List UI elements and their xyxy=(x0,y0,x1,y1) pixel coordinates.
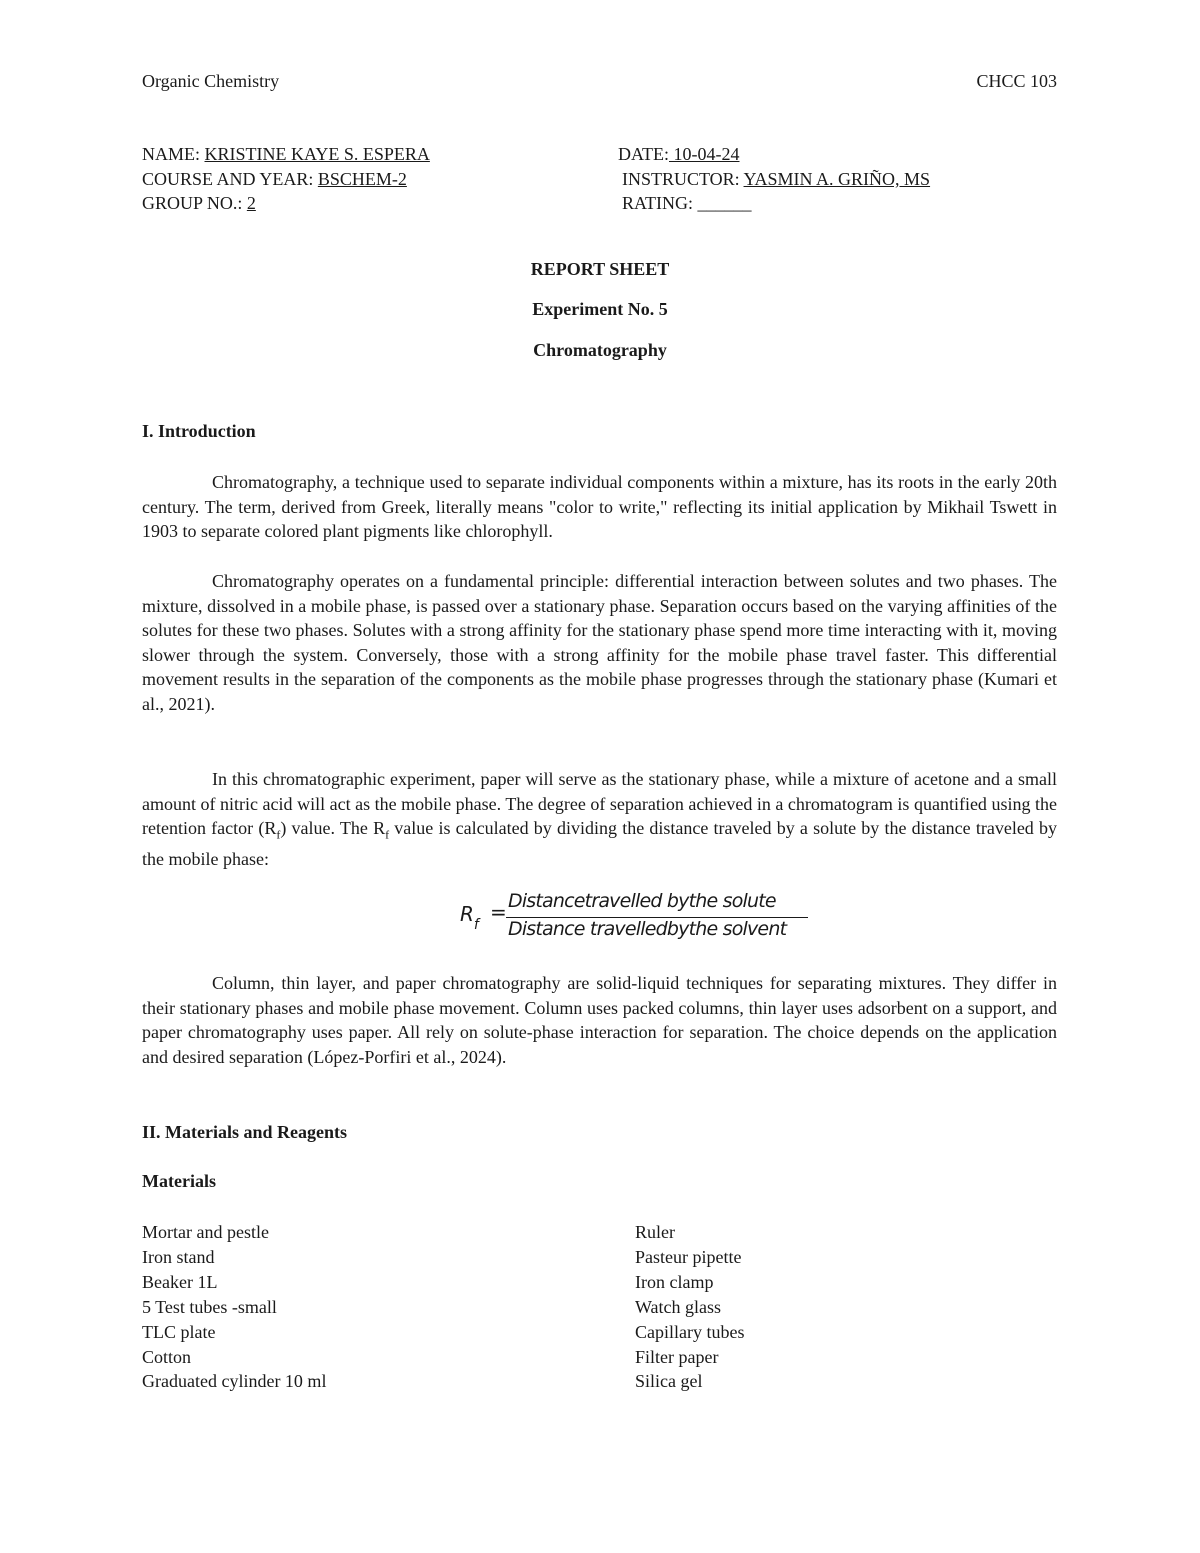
date-value: 10-04-24 xyxy=(669,144,740,164)
list-item: Cotton xyxy=(142,1346,192,1367)
list-item: Silica gel xyxy=(635,1371,703,1392)
list-item: Iron clamp xyxy=(635,1271,714,1292)
header-course-name: Organic Chemistry xyxy=(142,71,280,91)
group-label: GROUP NO.: xyxy=(142,193,247,213)
experiment-title: Experiment No. 5 xyxy=(532,299,668,319)
intro-paragraph-1: Chromatography, a technique used to separate individual components within a mixture, has its roots in the early 20th century. The term, derived from Greek, literally means "color to write," reflecting its initial application by Mikhail Tswett in 1903 to separate colored plant pigments like chlorophyll. xyxy=(142,472,1057,542)
instructor-label: INSTRUCTOR: xyxy=(622,169,744,189)
list-item: Watch glass xyxy=(635,1296,722,1317)
topic-title: Chromatography xyxy=(533,340,667,360)
introduction-heading: I. Introduction xyxy=(142,421,256,441)
group-line xyxy=(142,193,256,214)
p3-text-c: value is calculated by dividing the distance traveled by a solute by the distance traveled by the mobile phase: xyxy=(142,818,1058,870)
instructor-value: YASMIN A. GRIÑO, MS xyxy=(743,169,931,189)
materials-reagents-heading: II. Materials and Reagents xyxy=(142,1122,347,1142)
materials-list-right xyxy=(635,1220,744,1394)
rf-subscript: f xyxy=(473,917,479,933)
rating-line xyxy=(622,193,752,214)
list-item: Mortar and pestle xyxy=(142,1222,269,1242)
list-item: Iron stand xyxy=(142,1246,215,1267)
p3-subscript-2: f xyxy=(385,827,390,842)
instructor-line xyxy=(622,169,930,190)
rating-label: RATING: xyxy=(622,193,698,213)
list-item: 5 Test tubes -small xyxy=(142,1296,277,1317)
name-value: KRISTINE KAYE S. ESPERA xyxy=(204,144,430,164)
name-line xyxy=(142,144,430,165)
list-item: Beaker 1L xyxy=(142,1271,218,1292)
course-value: BSCHEM-2 xyxy=(317,169,407,189)
list-item: Ruler xyxy=(635,1222,675,1242)
header-course-code: CHCC 103 xyxy=(976,71,1057,91)
materials-list-left xyxy=(142,1220,326,1394)
list-item: Pasteur pipette xyxy=(635,1246,742,1267)
course-line xyxy=(142,169,407,190)
list-item: Graduated cylinder 10 ml xyxy=(142,1371,327,1392)
rf-equation xyxy=(460,890,820,950)
intro-paragraph-4: Column, thin layer, and paper chromatography are solid-liquid techniques for separating mixtures. They differ in their stationary phases and mobile phase movement. Column uses packed columns, thin layer uses adsorbent on a support, and paper chromatography uses paper. All rely on solute-phase interaction for separation. The choice depends on the application and desired separation (López-Porfiri et al., 2024). xyxy=(142,973,1057,1067)
p3-subscript-1: f xyxy=(276,827,281,842)
report-title: REPORT SHEET xyxy=(530,259,670,279)
intro-paragraph-2: Chromatography operates on a fundamental principle: differential interaction between solutes and two phases. The mixture, dissolved in a mobile phase, is passed over a stationary phase. Separation occurs based on the varying affinities of the solutes for these two phases. Solutes with a strong affinity for the stationary phase spend more time interacting with it, moving slower through the system. Conversely, those with a strong affinity for the mobile phase travel faster. This differential movement results in the separation of the components as the mobile phase progresses through the stationary phase (Kumari et al., 2021). xyxy=(142,571,1057,714)
rf-symbol: $R_f$ xyxy=(460,902,479,933)
rf-equals-sign: = xyxy=(490,900,507,924)
materials-subheading: Materials xyxy=(142,1171,216,1191)
p3-text-b: ) value. The R xyxy=(280,818,386,839)
list-item: Filter paper xyxy=(635,1346,719,1367)
list-item: Capillary tubes xyxy=(635,1321,745,1342)
intro-paragraph-3 xyxy=(142,767,1057,872)
rf-denominator: Distance travelledbythe solvent xyxy=(508,918,787,940)
date-label: DATE: xyxy=(618,144,669,164)
list-item: TLC plate xyxy=(142,1321,216,1342)
date-line xyxy=(618,144,740,165)
course-label: COURSE AND YEAR: xyxy=(142,169,318,189)
group-value: 2 xyxy=(246,193,256,213)
name-label: NAME: xyxy=(142,144,205,164)
p3-text-a: In this chromatographic experiment, paper will serve as the stationary phase, while a mixture of acetone and a small amount of nitric acid will act as the mobile phase. The degree of separation achieved in a chromatogram is quantified using the retention factor (R xyxy=(142,769,1057,839)
rf-numerator: Distancetravelled bythe solute xyxy=(508,890,776,912)
rating-value: ______ xyxy=(697,193,752,213)
